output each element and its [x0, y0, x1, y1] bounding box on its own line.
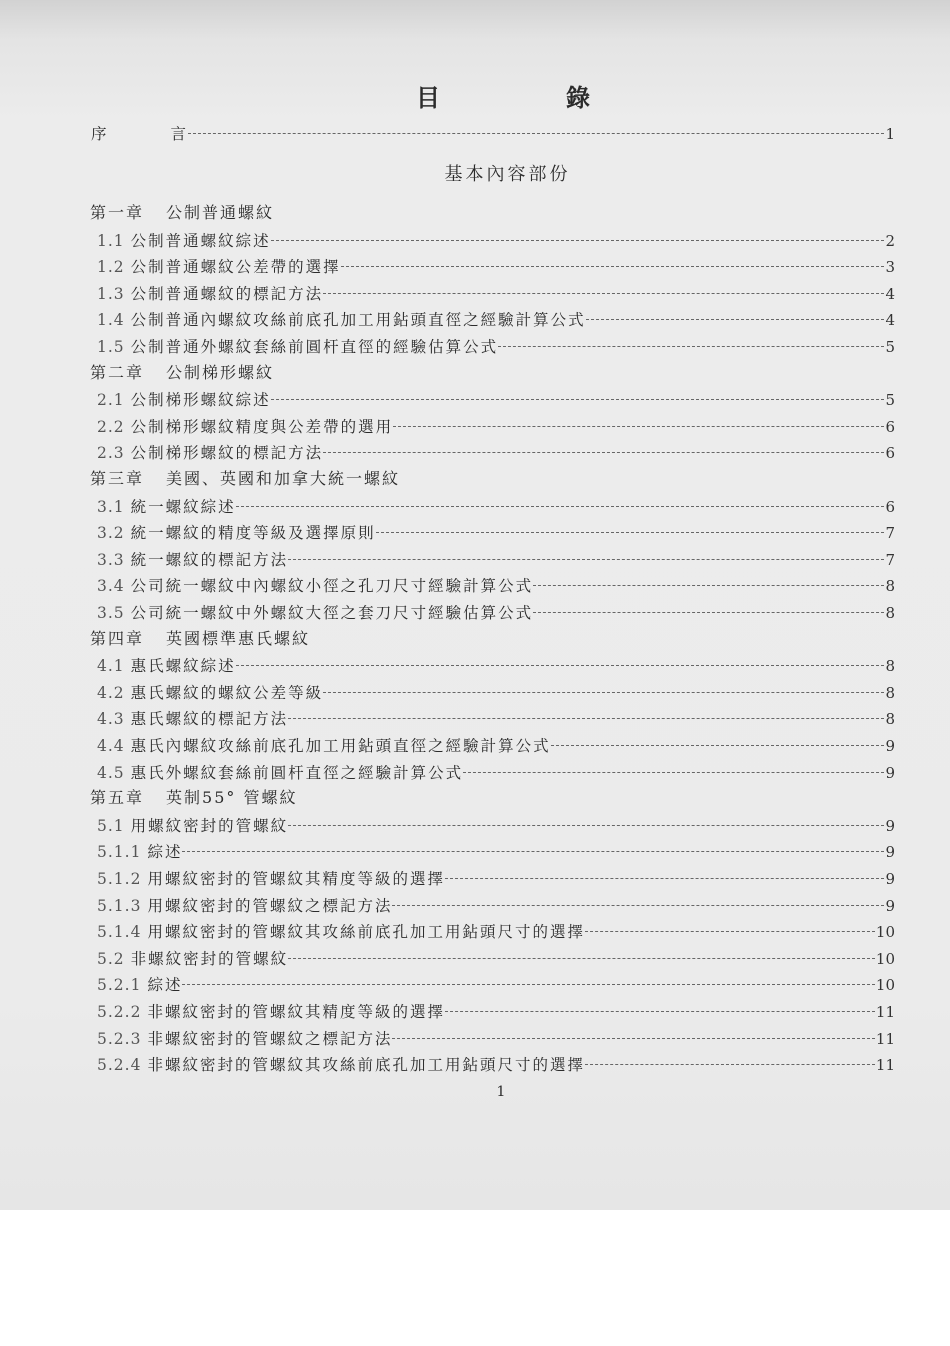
- chapter-title: 公制梯形螺紋: [166, 362, 275, 382]
- entry-title: 惠氏螺紋綜述: [130, 657, 236, 676]
- chapter-heading[interactable]: [90, 360, 274, 383]
- entry-number: 1.5: [97, 338, 125, 356]
- entry-title: 非螺紋密封的管螺紋之標記方法: [147, 1029, 393, 1048]
- toc-entry[interactable]: [97, 734, 895, 756]
- page-number: 11: [875, 1029, 895, 1048]
- page-number: 4: [885, 311, 895, 330]
- entry-number: 5.1.1: [97, 843, 142, 862]
- entry-number: 5.2.2: [97, 1003, 142, 1021]
- entry-number: 3.5: [97, 604, 125, 622]
- dot-leader: [586, 319, 885, 320]
- dot-leader: [288, 559, 884, 560]
- entry-number: 5.2.4: [97, 1056, 142, 1075]
- entry-number: 1.3: [97, 284, 125, 303]
- toc-entry[interactable]: [97, 1000, 895, 1022]
- page-number: 4: [885, 284, 895, 303]
- entry-number: 1.4: [97, 311, 125, 330]
- dot-leader: [533, 612, 884, 613]
- chapter-heading[interactable]: [90, 200, 274, 223]
- page-number: 11: [875, 1003, 895, 1021]
- entry-title: 公制梯形螺紋精度與公差帶的選用: [130, 417, 394, 436]
- entry-number: 1.2: [97, 258, 125, 277]
- chapter-label: 第三章: [90, 469, 145, 488]
- entry-number: 3.3: [97, 550, 125, 569]
- entry-number: 5.1.4: [97, 923, 142, 942]
- entry-title: 公制普通外螺紋套絲前圓杆直徑的經驗估算公式: [130, 338, 499, 356]
- entry-title: 惠氏螺紋的標記方法: [130, 710, 289, 729]
- dot-leader: [288, 825, 884, 826]
- page-number: 7: [885, 524, 895, 543]
- dot-leader: [323, 692, 884, 693]
- toc-entry[interactable]: [97, 495, 895, 517]
- toc-entry[interactable]: [97, 894, 895, 916]
- toc-entry[interactable]: [97, 1053, 895, 1075]
- preface-label-2: 言: [170, 125, 189, 143]
- toc-entry[interactable]: [97, 601, 895, 623]
- toc-entry[interactable]: [97, 308, 895, 330]
- entry-number: 5.1: [97, 816, 125, 835]
- page-number: 9: [885, 896, 895, 915]
- entry-title: 公司統一螺紋中外螺紋大徑之套刀尺寸經驗估算公式: [130, 604, 534, 622]
- entry-title: 綜述: [147, 843, 183, 862]
- page-number: 2: [885, 231, 895, 250]
- toc-entry[interactable]: [97, 840, 895, 862]
- toc-entry[interactable]: [97, 867, 895, 889]
- dot-leader: [376, 532, 885, 533]
- entry-title: 公制普通螺紋的標記方法: [130, 284, 324, 303]
- dot-leader: [392, 1038, 874, 1039]
- page-number: 6: [885, 444, 895, 463]
- toc-entry[interactable]: [97, 574, 895, 596]
- entry-title: 惠氏螺紋的螺紋公差等級: [130, 683, 324, 702]
- footer-page-number: 1: [496, 1084, 506, 1100]
- toc-entry[interactable]: [97, 415, 895, 437]
- entry-title: 公制普通螺紋綜述: [130, 231, 271, 250]
- entry-number: 5.2.1: [97, 976, 142, 995]
- entry-title: 惠氏外螺紋套絲前圓杆直徑之經驗計算公式: [130, 763, 464, 782]
- toc-entry[interactable]: [97, 229, 895, 251]
- dot-leader: [188, 133, 884, 134]
- chapter-label: 第二章: [90, 362, 145, 382]
- entry-title: 惠氏內螺紋攻絲前底孔加工用鉆頭直徑之經驗計算公式: [130, 737, 551, 755]
- entry-title: 公制普通螺紋公差帶的選擇: [130, 258, 341, 277]
- dot-leader: [288, 718, 884, 719]
- entry-number: 5.2: [97, 949, 125, 968]
- dot-leader: [463, 772, 884, 773]
- page-number: 6: [885, 417, 895, 436]
- title-char-2: 錄: [566, 83, 590, 112]
- dot-leader: [392, 905, 884, 906]
- dot-leader: [236, 506, 885, 507]
- entry-number: 1.1: [97, 231, 125, 250]
- entry-number: 2.3: [97, 444, 125, 463]
- toc-entry-preface[interactable]: [91, 122, 895, 144]
- toc-entry[interactable]: [97, 947, 895, 969]
- toc-entry[interactable]: [97, 814, 895, 836]
- entry-title: 非螺紋密封的管螺紋其攻絲前底孔加工用鉆頭尺寸的選擇: [147, 1056, 585, 1075]
- toc-entry[interactable]: [97, 1027, 895, 1049]
- dot-leader: [323, 293, 884, 294]
- page-number: 10: [875, 923, 895, 942]
- entry-number: 4.5: [97, 763, 125, 782]
- toc-entry[interactable]: [97, 548, 895, 570]
- entry-title: 用螺紋密封的管螺紋: [130, 816, 289, 835]
- dot-leader: [585, 931, 875, 932]
- toc-entry[interactable]: [97, 681, 895, 703]
- chapter-title: 英國標準惠氏螺紋: [166, 628, 311, 648]
- page-number: 9: [885, 816, 895, 835]
- dot-leader: [236, 665, 885, 666]
- page-number: 10: [875, 976, 895, 995]
- page-number: 9: [885, 763, 895, 782]
- entry-title: 用螺紋密封的管螺紋之標記方法: [147, 896, 393, 915]
- page-number: 8: [885, 683, 895, 702]
- dot-leader: [341, 266, 885, 267]
- toc-entry[interactable]: [97, 521, 895, 543]
- dot-leader: [288, 958, 875, 959]
- title-char-1: 目: [416, 83, 440, 112]
- entry-title: 非螺紋密封的管螺紋: [130, 949, 289, 968]
- toc-entry[interactable]: [97, 920, 895, 942]
- entry-number: 5.1.3: [97, 896, 142, 915]
- page-number: 6: [885, 497, 895, 516]
- chapter-label: 第五章: [90, 788, 145, 808]
- entry-title: 統一螺紋綜述: [130, 497, 236, 516]
- entry-title: 綜述: [147, 976, 183, 995]
- dot-leader: [445, 878, 884, 879]
- entry-number: 4.4: [97, 737, 125, 755]
- entry-title: 用螺紋密封的管螺紋其攻絲前底孔加工用鉆頭尺寸的選擇: [147, 923, 585, 942]
- page-number: 9: [885, 870, 895, 888]
- entry-number: 2.1: [97, 391, 125, 410]
- page-number: 7: [885, 550, 895, 569]
- entry-title: 公制梯形螺紋綜述: [130, 391, 271, 410]
- entry-number: 3.4: [97, 577, 125, 596]
- entry-title: 統一螺紋的精度等級及選擇原則: [130, 524, 376, 543]
- toc-entry[interactable]: [97, 654, 895, 676]
- entry-title: 公司統一螺紋中內螺紋小徑之孔刀尺寸經驗計算公式: [130, 577, 534, 596]
- toc-entry[interactable]: [97, 441, 895, 463]
- dot-leader: [445, 1011, 875, 1012]
- entry-title: 非螺紋密封的管螺紋其精度等級的選擇: [147, 1003, 445, 1021]
- entry-number: 3.2: [97, 524, 125, 543]
- toc-entry[interactable]: [97, 761, 895, 783]
- chapter-label: 第一章: [90, 203, 145, 222]
- dot-leader: [393, 426, 884, 427]
- page-number: 5: [885, 391, 895, 410]
- chapter-label: 第四章: [90, 628, 145, 648]
- entry-number: 5.2.3: [97, 1029, 142, 1048]
- page-number: 5: [885, 338, 895, 356]
- entry-title: 公制普通內螺紋攻絲前底孔加工用鉆頭直徑之經驗計算公式: [130, 311, 586, 330]
- entry-number: 4.3: [97, 710, 125, 729]
- page-number: 10: [875, 949, 895, 968]
- entry-number: 3.1: [97, 497, 125, 516]
- toc-entry[interactable]: [97, 335, 895, 357]
- entry-number: 4.2: [97, 683, 125, 702]
- page-number: 1: [885, 125, 895, 143]
- page-number: 11: [875, 1056, 895, 1075]
- dot-leader: [585, 1064, 875, 1065]
- chapter-heading[interactable]: [90, 785, 297, 808]
- preface-label-1: 序: [91, 125, 109, 143]
- entry-number: 2.2: [97, 417, 125, 436]
- dot-leader: [271, 240, 885, 241]
- dot-leader: [533, 585, 884, 586]
- dot-leader: [551, 745, 885, 746]
- dot-leader: [271, 399, 885, 400]
- toc-entry[interactable]: [97, 707, 895, 729]
- dot-leader: [182, 851, 884, 852]
- page-number: 8: [885, 710, 895, 729]
- chapter-title: 英制55° 管螺紋: [166, 788, 298, 808]
- page-number: 9: [885, 737, 895, 755]
- page-number: 8: [885, 657, 895, 676]
- toc-entry[interactable]: [97, 973, 895, 995]
- toc-entry[interactable]: [97, 255, 895, 277]
- section-heading: 基本內容部份: [444, 164, 571, 185]
- dot-leader: [323, 452, 884, 453]
- toc-entry[interactable]: [97, 282, 895, 304]
- chapter-heading[interactable]: [90, 626, 310, 649]
- page-number: 8: [885, 577, 895, 596]
- page-number: 9: [885, 843, 895, 862]
- entry-title: 統一螺紋的標記方法: [130, 550, 289, 569]
- page-number: 8: [885, 604, 895, 622]
- chapter-title: 公制普通螺紋: [166, 203, 275, 222]
- chapter-heading[interactable]: [90, 466, 400, 489]
- page-number: 3: [885, 258, 895, 277]
- toc-entry[interactable]: [97, 388, 895, 410]
- dot-leader: [498, 346, 884, 347]
- chapter-title: 美國、英國和加拿大統一螺紋: [166, 469, 401, 488]
- entry-title: 用螺紋密封的管螺紋其精度等級的選擇: [147, 870, 445, 888]
- entry-number: 4.1: [97, 657, 125, 676]
- entry-title: 公制梯形螺紋的標記方法: [130, 444, 324, 463]
- entry-number: 5.1.2: [97, 870, 142, 888]
- dot-leader: [182, 984, 874, 985]
